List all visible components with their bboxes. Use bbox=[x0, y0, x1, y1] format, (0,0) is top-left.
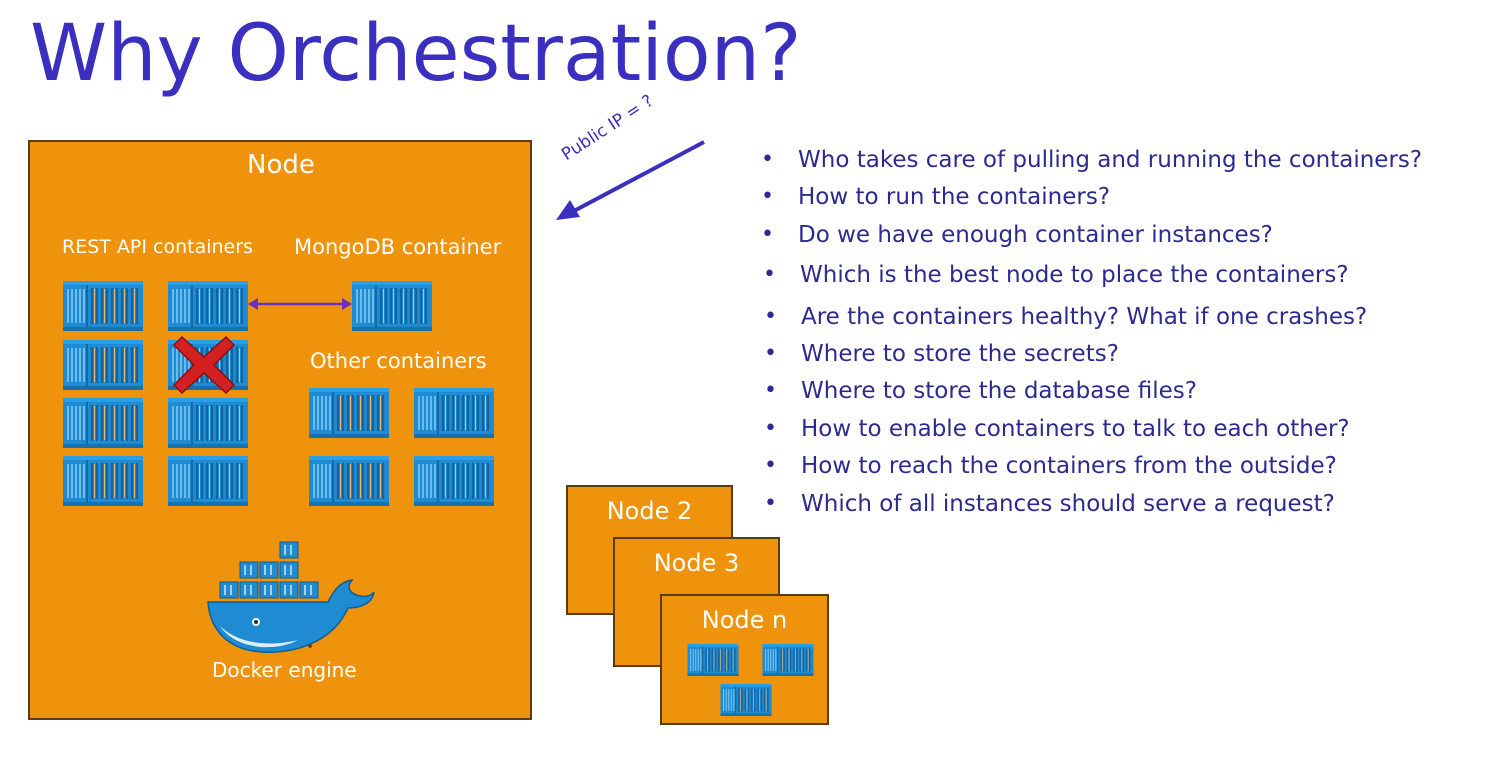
question-item: • How to enable containers to talk to each other? bbox=[764, 416, 1350, 442]
question-item: • Where to store the database files? bbox=[764, 378, 1197, 404]
bullet-icon: • bbox=[764, 341, 777, 366]
node-n-container-icon bbox=[686, 644, 740, 676]
docker-engine-label: Docker engine bbox=[212, 658, 357, 682]
node-3-label: Node 3 bbox=[653, 549, 740, 577]
other-container-icon bbox=[309, 388, 389, 438]
question-item: • Do we have enough container instances? bbox=[761, 222, 1273, 248]
node-2-label: Node 2 bbox=[606, 497, 693, 525]
slide-title: Why Orchestration? bbox=[30, 9, 802, 99]
question-item: • Are the containers healthy? What if one crashes? bbox=[764, 304, 1368, 330]
node-n-container-icon bbox=[719, 684, 773, 716]
other-container-icon bbox=[309, 456, 389, 506]
rest-api-container-icon bbox=[63, 456, 143, 506]
bullet-icon: • bbox=[761, 184, 774, 209]
other-container-icon bbox=[414, 388, 494, 438]
bullet-icon: • bbox=[763, 262, 776, 287]
node-n-container-icon bbox=[761, 644, 815, 676]
bullet-icon: • bbox=[764, 453, 777, 478]
bullet-icon: • bbox=[761, 222, 774, 247]
question-item: • Where to store the secrets? bbox=[764, 341, 1119, 367]
connection-arrow-icon bbox=[248, 293, 352, 315]
question-item: • How to run the containers? bbox=[761, 184, 1111, 210]
main-node-label: Node bbox=[247, 150, 315, 180]
public-ip-label: Public IP = ? bbox=[558, 91, 658, 165]
rest-api-container-icon bbox=[168, 398, 248, 448]
public-ip-arrow-icon bbox=[540, 120, 730, 230]
bullet-icon: • bbox=[764, 491, 777, 516]
bullet-icon: • bbox=[764, 416, 777, 441]
rest-api-containers-label: REST API containers bbox=[62, 236, 253, 258]
rest-api-container-icon bbox=[168, 456, 248, 506]
rest-api-container-icon bbox=[63, 340, 143, 390]
rest-api-container-icon bbox=[63, 281, 143, 331]
mongodb-container-label: MongoDB container bbox=[294, 235, 502, 259]
rest-api-container-icon bbox=[168, 281, 248, 331]
node-n-label: Node n bbox=[701, 606, 788, 634]
bullet-icon: • bbox=[761, 147, 774, 172]
question-item: • Which of all instances should serve a request? bbox=[764, 491, 1335, 517]
question-item: • Who takes care of pulling and running the containers? bbox=[761, 147, 1423, 173]
bullet-icon: • bbox=[764, 378, 777, 403]
other-container-icon bbox=[414, 456, 494, 506]
bullet-icon: • bbox=[764, 304, 777, 329]
mongodb-container-icon bbox=[352, 281, 432, 331]
crash-x-icon bbox=[172, 333, 236, 397]
other-containers-label: Other containers bbox=[310, 349, 487, 373]
docker-whale-icon bbox=[206, 540, 376, 660]
question-item: • How to reach the containers from the outside? bbox=[764, 453, 1337, 479]
question-item: • Which is the best node to place the containers? bbox=[763, 262, 1349, 288]
rest-api-container-icon bbox=[63, 398, 143, 448]
